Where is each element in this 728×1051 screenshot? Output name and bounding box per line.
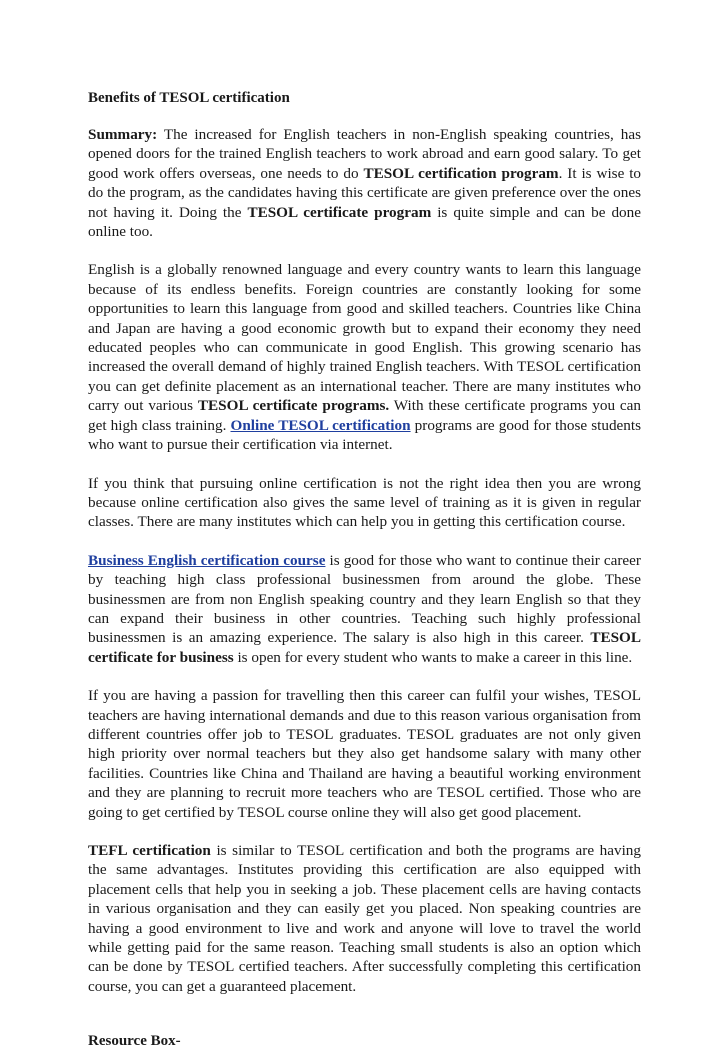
text-run: programs are good for those students who want to pursue their certification via internet.	[88, 416, 641, 454]
text-run: The increased for English teachers in non-English speaking countries, has opened doors for the trained English teachers to work abroad and earn good salary. To get good work offers overseas, one needs to do	[88, 126, 641, 182]
bold-phrase: TESOL certification program	[363, 164, 559, 182]
document-title: Benefits of TESOL certification	[88, 90, 290, 106]
bold-phrase: TESOL certificate program	[247, 203, 432, 221]
paragraph-english-demand	[88, 260, 641, 454]
text-run: With these certificate programs you can get high class training.	[88, 397, 642, 434]
paragraph-travelling	[88, 686, 641, 822]
text-run: If you are having a passion for travelling then this career can fulfil your wishes, TESOL teachers are having international demands and due to this reason various organisation from different countries offer job to TESOL graduates. TESOL graduates are not only given high priority over normal teachers but they also get handsome salary with many other facilities. Countries like China and Thailand are having a beautiful working environment and they are planning to recruit more teachers who are TESOL certified. Those who are going to get certified by TESOL course online they will also get good placement.	[88, 687, 641, 821]
online-tesol-certification-link[interactable]: Online TESOL certification	[230, 416, 411, 434]
paragraph-online-certification	[88, 474, 641, 532]
text-run: English is a globally renowned language and every country wants to learn this language because of its endless benefits. Foreign countries are constantly looking for some opportunities to learn this language from good and skilled teachers. Countries like China and Japan are having a good economic growth but to expand their economy they need educated peoples who can communicate in good English. This growing scenario has increased the overall demand of highly trained English teachers. With TESOL certification you can get definite placement as an international teacher. There are many institutes who carry out various	[88, 261, 641, 415]
text-run: If you think that pursuing online certification is not the right idea then you are wrong because online certification also gives the same level of training as it is given in regular classes. There are many institutes which can help you in getting this certification course.	[88, 474, 641, 531]
resource-box-heading: Resource Box-	[88, 1033, 181, 1050]
text-run: . It is wise to do the program, as the candidates having this certificate are given preference over the ones not having it. Doing the	[88, 164, 642, 221]
paragraph-tefl	[88, 841, 641, 996]
text-run: is open for every student who wants to make a career in this line.	[233, 648, 633, 666]
business-english-certification-link[interactable]: Business English certification course	[88, 551, 326, 569]
text-run: is quite simple and can be done online too.	[88, 203, 641, 241]
paragraph-business-english	[88, 551, 641, 667]
paragraph-summary	[88, 125, 641, 241]
bold-phrase: TEFL certification	[88, 842, 211, 859]
bold-phrase: TESOL certificate programs.	[197, 397, 390, 415]
text-run: is similar to TESOL certification and both the programs are having the same advantages. Institutes providing this certification are also equipped with placement cells that help you in seeking a job. These placement cells are having contacts in various organisation and they can easily get you placed. Non speaking countries are having a good environment to live and work and anyone will love to travel the world while getting paid for the same reason. Teaching small students is also an option which can be done by TESOL certified teachers. After successfully completing this certification course, you can get a guaranteed placement.	[88, 842, 641, 995]
summary-label: Summary:	[88, 126, 158, 143]
bold-phrase: TESOL certificate for business	[88, 629, 641, 666]
text-run: is good for those who want to continue their career by teaching high class professional businessmen from around the globe. These businessmen are from non English speaking country and they learn English so that they can expand their business in other countries. Teaching such highly professional businessmen is an amazing experience. The salary is also high in this career.	[88, 551, 641, 647]
